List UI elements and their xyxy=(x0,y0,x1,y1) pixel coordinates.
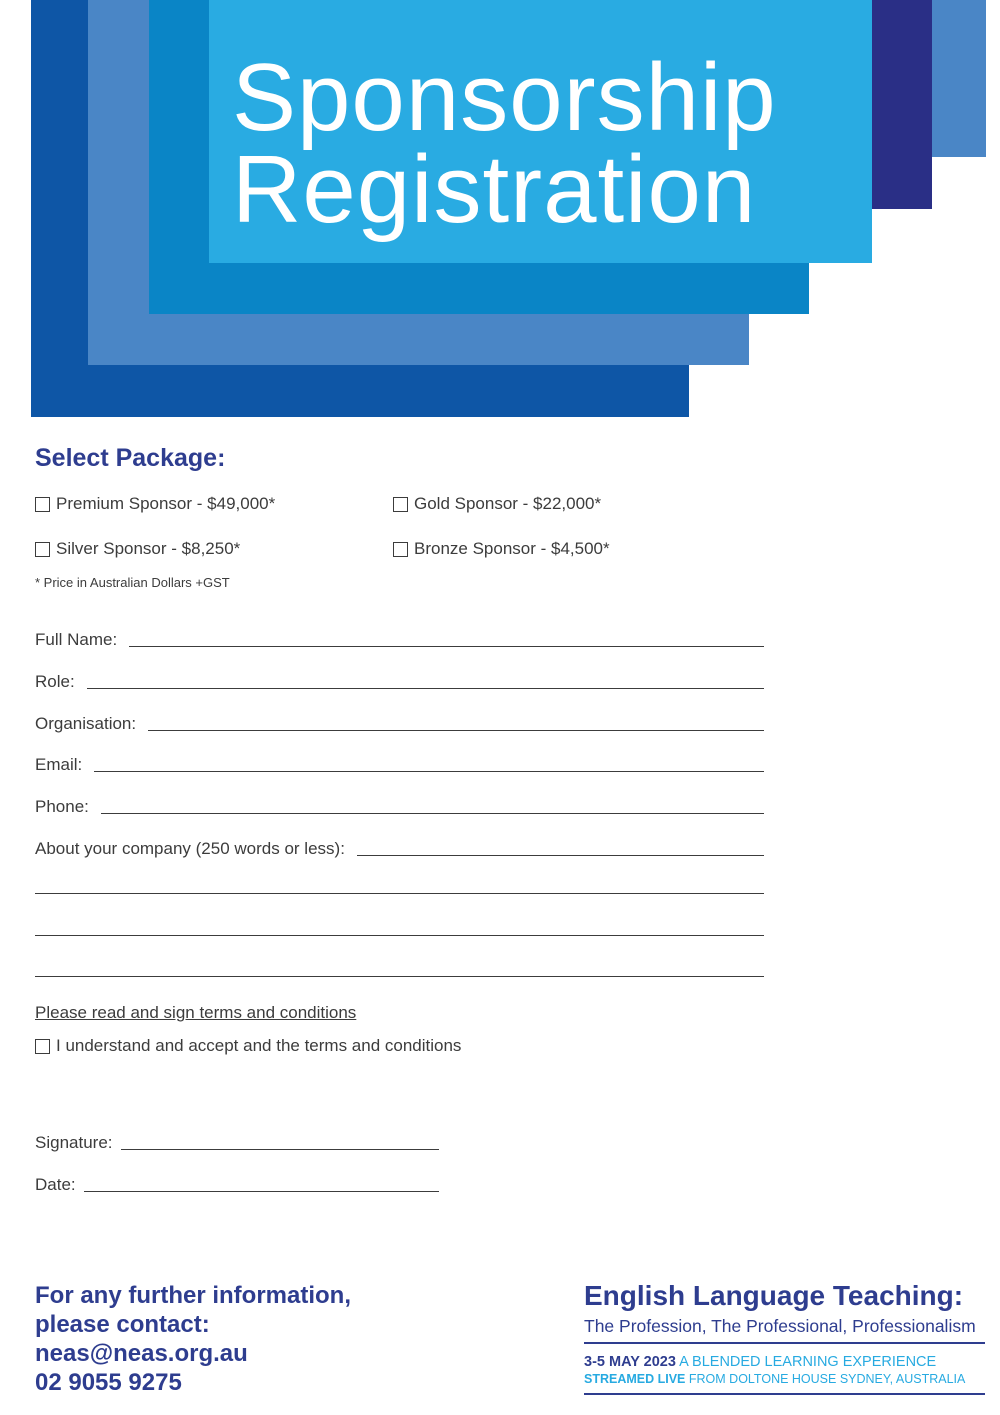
package-bronze-checkbox[interactable] xyxy=(393,542,408,557)
package-gold-option[interactable] xyxy=(393,494,601,514)
signature-input-line[interactable] xyxy=(121,1149,440,1150)
title-line-2: Registration xyxy=(232,136,757,243)
organisation-field[interactable] xyxy=(35,710,764,734)
event-location: FROM DOLTONE HOUSE SYDNEY, AUSTRALIA xyxy=(688,1372,966,1386)
header-band-right-pale xyxy=(930,0,986,157)
date-field[interactable] xyxy=(35,1171,439,1195)
role-label: Role: xyxy=(35,672,75,691)
event-dates-line xyxy=(584,1353,985,1371)
package-premium-checkbox[interactable] xyxy=(35,497,50,512)
event-tagline: A BLENDED LEARNING EXPERIENCE xyxy=(679,1354,937,1370)
role-field[interactable] xyxy=(35,668,764,692)
full-name-input-line[interactable] xyxy=(129,646,764,647)
package-gold-label: Gold Sponsor - $22,000* xyxy=(414,494,602,513)
header-band-navy xyxy=(870,0,932,209)
date-label: Date: xyxy=(35,1175,76,1194)
terms-link[interactable]: Please read and sign terms and conditions xyxy=(35,1003,357,1022)
contact-line-1: For any further information, xyxy=(35,1282,352,1309)
event-subtitle: The Profession, The Professional, Professionalism xyxy=(584,1316,976,1336)
email-input-line[interactable] xyxy=(94,771,764,772)
accept-terms-label: I understand and accept and the terms and conditions xyxy=(56,1036,462,1055)
package-silver-checkbox[interactable] xyxy=(35,542,50,557)
contact-line-2: please contact: xyxy=(35,1311,210,1338)
page-title xyxy=(232,44,777,243)
event-streamed: STREAMED LIVE xyxy=(584,1372,686,1386)
accept-terms-option[interactable] xyxy=(35,1036,461,1056)
about-company-input-line[interactable] xyxy=(357,855,764,856)
email-label: Email: xyxy=(35,755,83,774)
about-company-label: About your company (250 words or less): xyxy=(35,839,345,858)
event-divider-top xyxy=(584,1342,985,1344)
select-package-heading: Select Package: xyxy=(35,444,226,472)
accept-terms-checkbox[interactable] xyxy=(35,1039,50,1054)
package-silver-label: Silver Sponsor - $8,250* xyxy=(56,539,241,558)
full-name-field[interactable] xyxy=(35,626,764,650)
date-input-line[interactable] xyxy=(84,1191,439,1192)
contact-email[interactable]: neas@neas.org.au xyxy=(35,1340,248,1367)
event-title: English Language Teaching: xyxy=(584,1280,964,1311)
package-bronze-option[interactable] xyxy=(393,539,610,559)
about-company-line-3[interactable] xyxy=(35,935,764,936)
role-input-line[interactable] xyxy=(87,688,764,689)
email-field[interactable] xyxy=(35,751,764,775)
package-premium-label: Premium Sponsor - $49,000* xyxy=(56,494,276,513)
package-gold-checkbox[interactable] xyxy=(393,497,408,512)
about-company-line-4[interactable] xyxy=(35,976,764,977)
full-name-label: Full Name: xyxy=(35,630,118,649)
organisation-input-line[interactable] xyxy=(148,730,764,731)
phone-field[interactable] xyxy=(35,793,764,817)
contact-block xyxy=(35,1281,351,1397)
about-company-field[interactable] xyxy=(35,835,764,859)
event-divider-bottom xyxy=(584,1393,985,1395)
signature-field[interactable] xyxy=(35,1129,439,1153)
package-silver-option[interactable] xyxy=(35,539,240,559)
package-premium-option[interactable] xyxy=(35,494,275,514)
title-line-1: Sponsorship xyxy=(232,44,777,151)
phone-input-line[interactable] xyxy=(101,813,764,814)
phone-label: Phone: xyxy=(35,797,89,816)
signature-label: Signature: xyxy=(35,1133,113,1152)
package-bronze-label: Bronze Sponsor - $4,500* xyxy=(414,539,610,558)
event-stream-line xyxy=(584,1371,985,1387)
event-branding xyxy=(584,1280,985,1395)
price-note: * Price in Australian Dollars +GST xyxy=(35,575,230,590)
about-company-line-2[interactable] xyxy=(35,893,764,894)
organisation-label: Organisation: xyxy=(35,714,137,733)
contact-phone[interactable]: 02 9055 9275 xyxy=(35,1369,182,1396)
event-dates: 3-5 MAY 2023 xyxy=(584,1354,676,1370)
